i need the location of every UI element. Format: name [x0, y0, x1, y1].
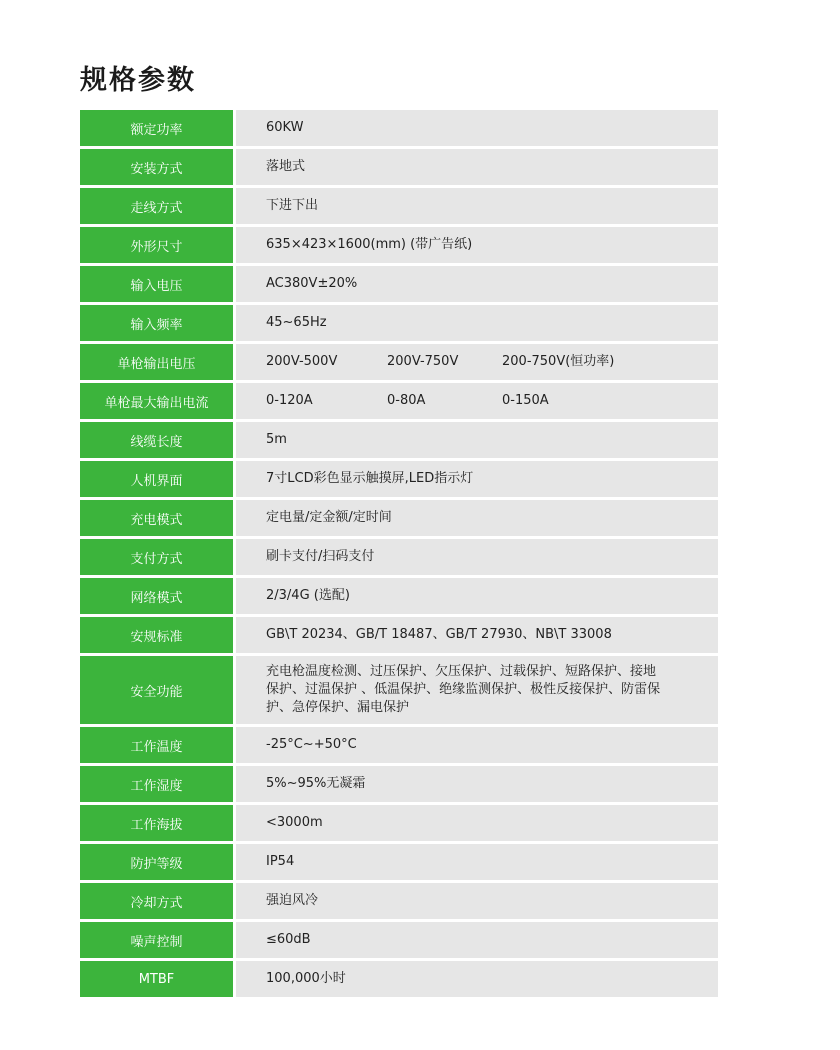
row-label: 工作湿度: [80, 766, 233, 802]
row-value: 5m: [236, 422, 718, 458]
row-value: 定电量/定金额/定时间: [236, 500, 718, 536]
value-col: 0-80A: [387, 393, 426, 408]
value-line: 充电枪温度检测、过压保护、欠压保护、过载保护、短路保护、接地: [266, 664, 657, 679]
row-label: 线缆长度: [80, 422, 233, 458]
row-label: 额定功率: [80, 110, 233, 146]
row-value: 100,000小时: [236, 961, 718, 997]
row-label: 走线方式: [80, 188, 233, 224]
value-col: 0-120A: [266, 393, 313, 408]
table-row: [80, 344, 718, 380]
page-title: 规格参数: [80, 65, 196, 96]
table-row: [80, 922, 718, 958]
row-label: 支付方式: [80, 539, 233, 575]
row-label: 网络模式: [80, 578, 233, 614]
value-col: 200V-750V: [387, 354, 459, 369]
table-row: [80, 149, 718, 185]
row-label: 工作温度: [80, 727, 233, 763]
table-row: [80, 305, 718, 341]
row-value: -25°C~+50°C: [236, 727, 718, 763]
row-value: IP54: [236, 844, 718, 880]
value-col: 200-750V(恒功率): [502, 354, 615, 369]
table-row: [80, 805, 718, 841]
table-row: [80, 422, 718, 458]
table-row: [80, 266, 718, 302]
table-row: [80, 110, 718, 146]
row-value: 下进下出: [236, 188, 718, 224]
table-row: [80, 500, 718, 536]
table-row: [80, 578, 718, 614]
table-row: [80, 539, 718, 575]
value-line: 保护、过温保护 、低温保护、绝缘监测保护、极性反接保护、防雷保: [266, 682, 661, 697]
row-value: <3000m: [236, 805, 718, 841]
value-col: 200V-500V: [266, 354, 338, 369]
table-row: [80, 766, 718, 802]
value-col: 0-150A: [502, 393, 549, 408]
row-value: GB\T 20234、GB/T 18487、GB/T 27930、NB\T 33008: [236, 617, 718, 653]
row-label: 噪声控制: [80, 922, 233, 958]
row-value: 强迫风冷: [236, 883, 718, 919]
row-value: AC380V±20%: [236, 266, 718, 302]
table-row: [80, 617, 718, 653]
row-label: 冷却方式: [80, 883, 233, 919]
row-label: 安装方式: [80, 149, 233, 185]
row-label: 人机界面: [80, 461, 233, 497]
row-value: 60KW: [236, 110, 718, 146]
row-value: 45~65Hz: [236, 305, 718, 341]
table-row: [80, 727, 718, 763]
row-label: 单枪输出电压: [80, 344, 233, 380]
table-row: [80, 656, 718, 724]
table-row: [80, 844, 718, 880]
row-label: 安规标准: [80, 617, 233, 653]
table-row: [80, 461, 718, 497]
row-value: 刷卡支付/扫码支付: [236, 539, 718, 575]
spec-table: [80, 110, 718, 1000]
row-value: 7寸LCD彩色显示触摸屏,LED指示灯: [236, 461, 718, 497]
row-label: MTBF: [80, 961, 233, 997]
row-value: 落地式: [236, 149, 718, 185]
row-label: 安全功能: [80, 656, 233, 724]
row-label: 外形尺寸: [80, 227, 233, 263]
table-row: [80, 883, 718, 919]
table-row: [80, 188, 718, 224]
row-label: 单枪最大输出电流: [80, 383, 233, 419]
row-value: [236, 383, 718, 419]
value-line: 护、急停保护、漏电保护: [266, 700, 410, 715]
row-label: 工作海拔: [80, 805, 233, 841]
row-value: [236, 656, 718, 724]
row-label: 输入电压: [80, 266, 233, 302]
row-value: ≤60dB: [236, 922, 718, 958]
table-row: [80, 961, 718, 997]
table-row: [80, 383, 718, 419]
table-row: [80, 227, 718, 263]
row-label: 防护等级: [80, 844, 233, 880]
row-value: 635×423×1600(mm) (带广告纸): [236, 227, 718, 263]
row-label: 充电模式: [80, 500, 233, 536]
row-value: [236, 344, 718, 380]
row-value: 5%~95%无凝霜: [236, 766, 718, 802]
row-value: 2/3/4G (选配): [236, 578, 718, 614]
row-label: 输入频率: [80, 305, 233, 341]
